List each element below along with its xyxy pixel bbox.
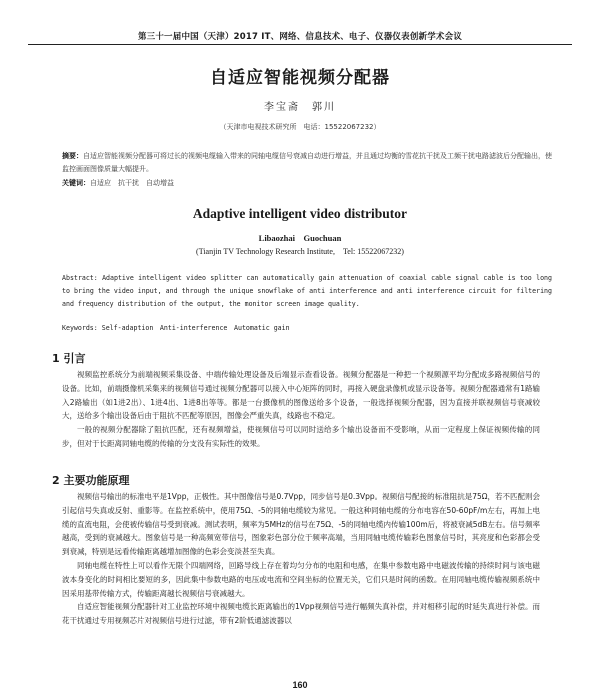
chinese-title: 自适应智能视频分配器 [210, 68, 390, 88]
chinese-authors: 李宝斋 郭川 [264, 102, 336, 113]
english-title: Adaptive intelligent video distributor [192, 206, 408, 221]
english-keywords-label: Keywords: [62, 324, 98, 332]
english-abstract-label: Abstract: [62, 274, 98, 282]
body-paragraph: 视频信号输出的标准电平是1Vpp，正极性。其中图像信号是0.7Vpp，同步信号是0.3Vpp。视频信号配接的标准阻抗是75Ω，若不匹配则会引起信号失真或反射、重影等。在监控系统中，使用75Ω、-5的同轴电缆较为常见。一般这种同轴电缆的分布电容在50-60pF/m左右，再加上电缆的直流电阻，会使被传输信号受到衰减。测试表明，频率为5MHz的信号在75Ω、-5的同轴电缆内传输100m后，将被衰减5dB左右。信号频率越高，受到的衰减越大。图象信号是一种高频宽带信号，图象彩色部分位于频率高端，当用同轴电缆传输彩色图象信号时，其亮度和色彩都会受到衰减，特别是远看传输距离越增加图像的色彩会变淡甚至失真。 [62, 492, 540, 557]
section-principle-body [62, 490, 540, 628]
header-rule [28, 44, 572, 45]
body-paragraph: 自适应智能视频分配器针对工业监控环境中视频电缆长距离输出的1Vpp视频信号进行幅频失真补偿，并对相移引起的时延失真进行补偿。而花干扰通过专用视频芯片对视频信号进行过滤，带有2阶低通滤波器以 [62, 602, 540, 626]
chinese-abstract-label: 摘要： [62, 152, 83, 160]
english-keywords-text: Self-adaption Anti-interference Automatic gain [101, 324, 290, 332]
english-affiliation: (Tianjin TV Technology Research Institute, Tel: 15522067232) [196, 247, 404, 256]
body-paragraph: 一般的视频分配器除了阻抗匹配，还有视频增益，使视频信号可以同时送给多个输出设备而不受影响，从而一定程度上保证视频传输的同步，但对于长距离同轴电缆的传输的分支没有实际性的效果。 [62, 425, 540, 448]
section-heading-principle: 2 主要功能原理 [52, 474, 130, 487]
chinese-keywords [62, 178, 552, 188]
english-authors: Libaozhai Guochuan [258, 233, 342, 243]
english-abstract-text: Adaptive intelligent video splitter can automatically gain attenuation of coaxial cable signal cable is too long to bring the video input, and through the unique snowflake of anti interference and anti interference circuit for filtering and frequency distribution of the output, the monitor screen image quality. [62, 274, 552, 308]
body-paragraph: 同轴电缆在特性上可以看作无限个四端网络，回路导线上存在着均匀分布的电阻和电感，在集中参数电路中电磁波传输的持续时间与该电磁波本身变化的时间相比要短的多，因此集中参数电路的电压或电流和空间坐标的位置无关，它们只是时间的函数。在用同轴电缆传输视频系统中因采用基带传输方式，传输距离越长视频信号衰减越大。 [62, 560, 540, 598]
section-introduction-body [62, 368, 540, 451]
chinese-abstract [62, 150, 552, 175]
section-heading-introduction: 1 引言 [52, 352, 86, 365]
running-header: 第三十一届中国（天津）2017 IT、网络、信息技术、电子、仪器仪表创新学术会议 [137, 32, 463, 42]
page-number: 160 [292, 680, 308, 690]
chinese-affiliation: （天津市电视技术研究所 电话：15522067232） [219, 123, 381, 131]
english-abstract [62, 272, 552, 311]
chinese-keywords-label: 关键词： [62, 179, 90, 187]
body-paragraph: 视频监控系统分为前端视频采集设备、中端传输处理设备及后端显示查看设备。视频分配器是一种把一个视频源平均分配成多路视频信号的设备。比如，前端摄像机采集来的视频信号通过视频分配器可以接入中心矩阵的同时，再接入硬盘录像机或显示设备等。视频分配器通常有1路输入2路输出（如1进2出）、1进4出、1进8出等等。都是一台摄像机的图像送给多个设备，一般选择视频分配器，因为直接并联视频信号衰减较大，送给多个输出设备后由于阻抗不匹配等原因，图像会严重失真，线路也不稳定。 [62, 370, 540, 421]
chinese-keywords-text: 自适应 抗干扰 自动增益 [90, 179, 174, 187]
english-keywords [62, 322, 552, 332]
chinese-abstract-text: 自适应智能视频分配器可将过长的视频电缆输入带来的同轴电缆信号衰减自动进行增益，并且通过均衡的雪花抗干扰及工频干扰电路滤波后分配输出，使监控画面图像质量大幅提升。 [62, 152, 552, 173]
